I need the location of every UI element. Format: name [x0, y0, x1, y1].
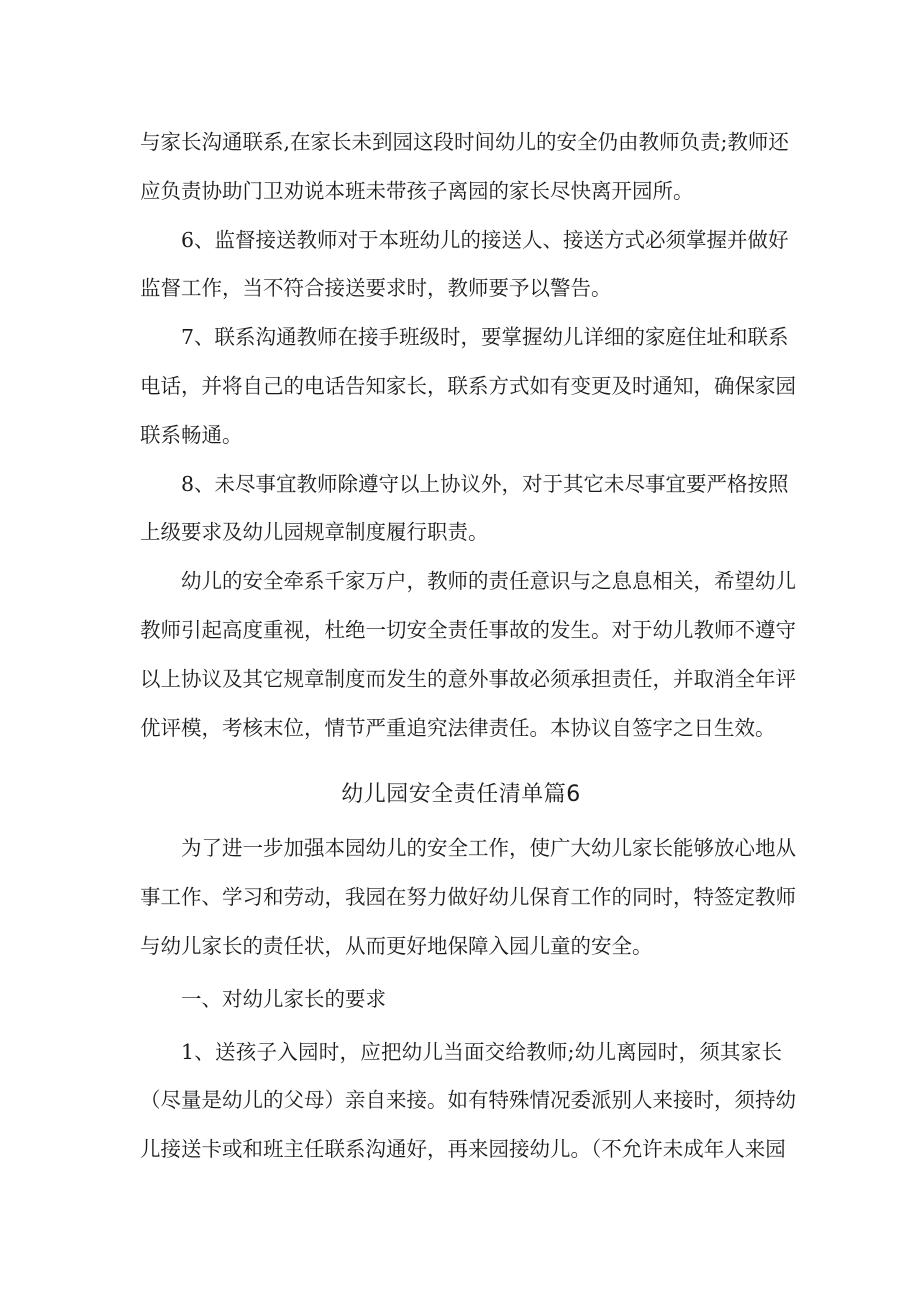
text-line: 优评模，考核末位，情节严重追究法律责任。本协议自签字之日生效。 [140, 715, 776, 740]
text-line: 1、送孩子入园时，应把幼儿当面交给教师;幼儿离园时，须其家长 [181, 1039, 782, 1064]
paragraph-closing [140, 557, 796, 752]
text-line: 8、未尽事宜教师除遵守以上协议外，对于其它未尽事宜要严格按照 [181, 471, 789, 496]
text-line: 事工作、学习和劳动，我园在努力做好幼儿保育工作的同时，特签定教师 [140, 885, 796, 910]
text-line: 一、对幼儿家长的要求 [181, 986, 386, 1011]
paragraph-item-6 [140, 216, 789, 314]
paragraph-continuation [140, 118, 789, 216]
text-line: 幼儿的安全牵系千家万户，教师的责任意识与之息息相关，希望幼儿 [181, 569, 796, 594]
text-line: 为了进一步加强本园幼儿的安全工作，使广大幼儿家长能够放心地从 [181, 836, 796, 861]
text-line: 电话，并将自己的电话告知家长，联系方式如有变更及时通知，确保家园 [140, 373, 796, 398]
text-line: 教师引起高度重视，杜绝一切安全责任事故的发生。对于幼儿教师不遵守 [140, 617, 796, 642]
text-line: 与幼儿家长的责任状，从而更好地保障入园儿童的安全。 [140, 933, 653, 958]
paragraph-item-1 [140, 1028, 796, 1174]
text-line: 应负责协助门卫劝说本班未带孩子离园的家长尽快离开园所。 [140, 178, 694, 203]
text-line: 与家长沟通联系,在家长未到园这段时间幼儿的安全仍由教师负责;教师还 [140, 130, 789, 154]
subheading-parent-requirements [140, 975, 782, 1024]
paragraph-item-8 [140, 460, 789, 558]
text-line: 上级要求及幼儿园规章制度履行职责。 [140, 520, 489, 545]
text-line: 儿接送卡或和班主任联系沟通好，再来园接幼儿。（不允许未成年人来园 [140, 1137, 786, 1162]
section-title: 幼儿园安全责任清单篇6 [341, 782, 581, 808]
text-line: 监督工作，当不符合接送要求时，教师要予以警告。 [140, 276, 612, 301]
text-line: 以上协议及其它规章制度而发生的意外事故必须承担责任，并取消全年评 [140, 666, 796, 691]
text-line: 联系畅通。 [140, 422, 243, 447]
text-line: 6、监督接送教师对于本班幼儿的接送人、接送方式必须掌握并做好 [181, 227, 789, 252]
document-page [140, 118, 796, 1174]
paragraph-intro [140, 824, 796, 970]
paragraph-item-7 [140, 313, 796, 459]
text-line: （尽量是幼儿的父母）亲自来接。如有特殊情况委派别人来接时，须持幼 [140, 1088, 796, 1113]
text-line: 7、联系沟通教师在接手班级时，要掌握幼儿详细的家庭住址和联系 [181, 325, 789, 350]
